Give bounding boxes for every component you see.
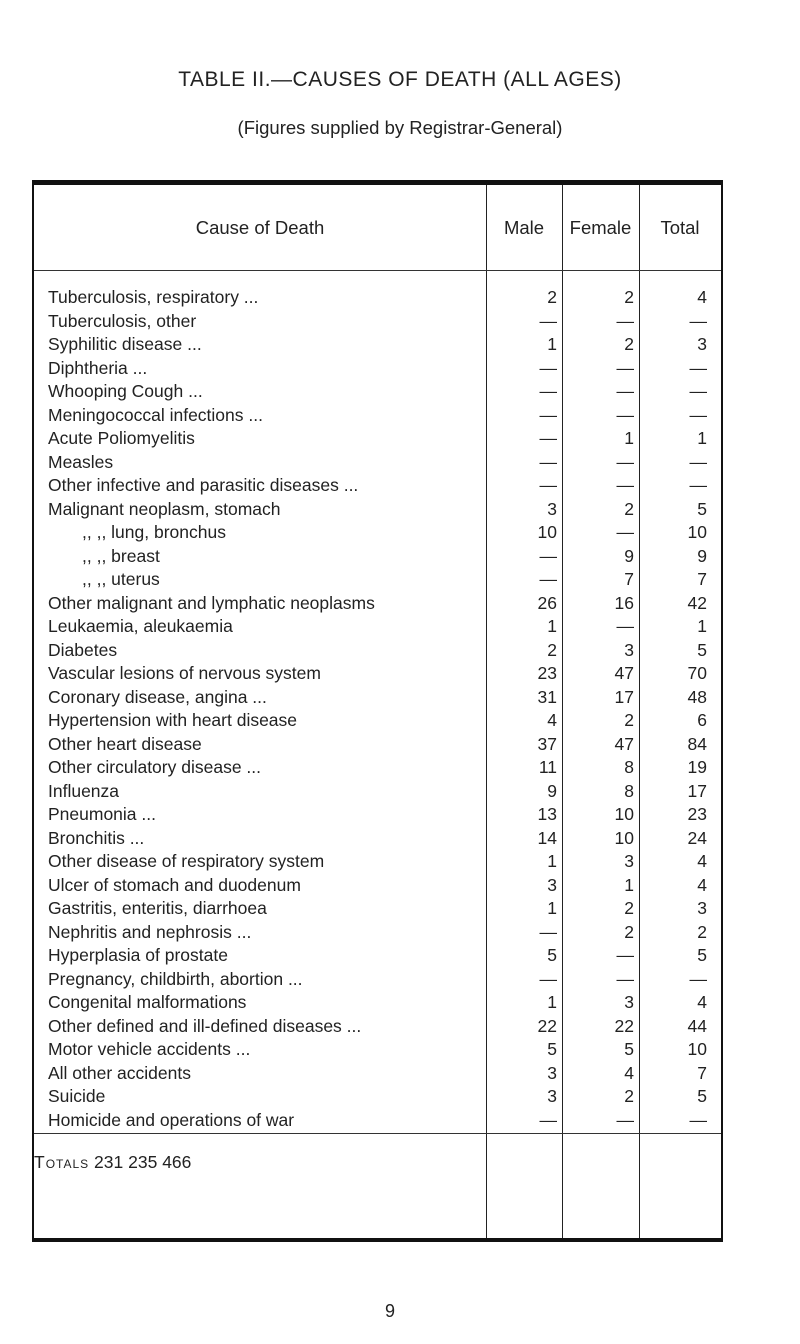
female-cell: 3 (624, 992, 634, 1012)
male-cell: 1 (547, 616, 557, 636)
male-cell: 10 (537, 522, 557, 542)
table-row (34, 450, 721, 475)
header-male: Male (503, 216, 545, 238)
total-cell: 3 (697, 334, 707, 354)
table-row (34, 896, 721, 921)
male-cell: 11 (538, 757, 557, 777)
table-row (34, 755, 721, 780)
female-cell: 10 (614, 827, 634, 848)
total-cell: 44 (687, 1015, 707, 1036)
total-cell: 5 (697, 498, 707, 519)
total-cell: 48 (687, 686, 707, 707)
female-cell: 47 (614, 663, 634, 683)
cause-cell: Ulcer of stomach and duodenum (48, 874, 301, 895)
total-cell: — (689, 310, 707, 331)
cause-cell: Tuberculosis, respiratory ... (48, 287, 259, 307)
total-cell: — (689, 475, 707, 495)
male-cell: 37 (537, 733, 557, 754)
female-cell: 2 (624, 1086, 634, 1106)
table-row (34, 802, 721, 827)
table-row (34, 426, 721, 451)
male-cell: — (539, 545, 557, 566)
table-subtitle: (Figures supplied by Registrar-General) (237, 117, 563, 138)
female-cell: — (616, 381, 634, 401)
cause-cell: Other disease of respiratory system (48, 851, 325, 871)
female-cell: — (616, 357, 634, 378)
total-cell: 5 (697, 945, 707, 965)
header-total: Total (660, 216, 700, 238)
total-cell: — (689, 357, 707, 378)
male-cell: 5 (547, 945, 557, 965)
female-cell: 1 (624, 874, 634, 895)
table-row (34, 638, 721, 663)
table-row (34, 544, 721, 569)
total-cell: 2 (697, 921, 707, 942)
table-row (34, 1014, 721, 1039)
male-cell: — (539, 475, 557, 495)
table-row (34, 403, 721, 428)
total-cell: 70 (687, 663, 707, 683)
male-cell: 31 (537, 686, 557, 707)
male-cell: 26 (537, 592, 557, 613)
cause-cell: Coronary disease, angina ... (48, 686, 267, 707)
total-cell: 5 (697, 639, 707, 660)
female-cell: — (616, 522, 634, 542)
male-cell: 3 (547, 874, 557, 895)
male-cell: 2 (547, 287, 557, 307)
cause-cell: Leukaemia, aleukaemia (48, 616, 233, 636)
female-cell: 7 (624, 569, 634, 589)
total-cell: — (689, 1109, 707, 1130)
cause-cell: Diphtheria ... (48, 357, 148, 378)
female-cell: 2 (624, 498, 634, 519)
total-cell: 7 (697, 569, 707, 589)
total-cell: 1 (697, 616, 707, 636)
male-cell: — (539, 1109, 557, 1130)
table-row (34, 849, 721, 874)
male-cell: 1 (547, 851, 557, 871)
female-cell: 2 (624, 921, 634, 942)
cause-cell: ,, ,, breast (82, 545, 160, 566)
male-cell: 1 (547, 334, 557, 354)
total-cell: 17 (687, 780, 707, 801)
female-cell: 4 (624, 1062, 634, 1083)
table-row (34, 779, 721, 804)
male-cell: 22 (537, 1015, 557, 1036)
cause-cell: Nephritis and nephrosis ... (48, 921, 252, 942)
cause-cell: Pregnancy, childbirth, abortion ... (48, 968, 303, 989)
female-cell: 2 (624, 287, 634, 307)
total-cell: — (689, 404, 707, 425)
table-row (34, 1061, 721, 1086)
cause-cell: Congenital malformations (48, 992, 247, 1012)
cause-cell: Diabetes (48, 639, 118, 660)
total-cell: 24 (687, 827, 707, 848)
female-cell: 47 (614, 733, 634, 754)
table-row (34, 990, 721, 1015)
male-cell: — (539, 921, 557, 942)
male-cell: 2 (547, 639, 557, 660)
header-female: Female (569, 216, 632, 238)
male-cell: 9 (547, 780, 557, 801)
cause-cell: Other defined and ill-defined diseases ... (48, 1015, 362, 1036)
cause-cell: Whooping Cough ... (48, 381, 203, 401)
cause-cell: Gastritis, enteritis, diarrhoea (48, 898, 267, 918)
male-cell: — (539, 968, 557, 989)
table-row (34, 1084, 721, 1109)
table-row (34, 567, 721, 592)
table-row (34, 873, 721, 898)
causes-of-death-table (32, 180, 723, 1242)
total-cell: 84 (687, 733, 707, 754)
male-cell: 1 (547, 898, 557, 918)
cause-cell: Influenza (48, 780, 120, 801)
table-row (34, 285, 721, 310)
table-row (34, 685, 721, 710)
female-cell: — (616, 475, 634, 495)
cause-cell: ,, ,, uterus (82, 569, 160, 589)
total-cell: 1 (697, 428, 707, 448)
cause-cell: Hypertension with heart disease (48, 710, 298, 730)
total-cell: 4 (697, 287, 707, 307)
male-cell: 23 (537, 663, 557, 683)
female-cell: 2 (624, 710, 634, 730)
cause-cell: ,, ,, lung, bronchus (82, 522, 226, 542)
table-row (34, 967, 721, 992)
male-cell: 3 (547, 1086, 557, 1106)
total-cell: 7 (697, 1062, 707, 1083)
cause-cell: Homicide and operations of war (48, 1109, 295, 1130)
cause-cell: Acute Poliomyelitis (48, 428, 195, 448)
table-row (34, 826, 721, 851)
cause-cell: Suicide (48, 1086, 106, 1106)
cause-cell: Measles (48, 451, 114, 472)
table-title: TABLE II.—CAUSES OF DEATH (ALL AGES) (178, 68, 622, 91)
total-cell: 4 (697, 874, 707, 895)
totals-female: 235 (128, 1152, 158, 1172)
cause-cell: Tuberculosis, other (48, 310, 197, 331)
female-cell: 5 (624, 1039, 634, 1059)
cause-cell: All other accidents (48, 1062, 191, 1083)
female-cell: — (616, 404, 634, 425)
table-row (34, 520, 721, 545)
total-cell: — (689, 968, 707, 989)
female-cell: 3 (624, 639, 634, 660)
male-cell: 1 (547, 992, 557, 1012)
totals-total: 466 (162, 1152, 192, 1172)
female-cell: 1 (624, 428, 634, 448)
total-cell: 4 (697, 992, 707, 1012)
male-cell: 4 (547, 710, 557, 730)
female-cell: 10 (614, 804, 634, 824)
table-row (34, 614, 721, 639)
female-cell: 16 (614, 592, 634, 613)
male-cell: 13 (537, 804, 557, 824)
table-row (34, 732, 721, 757)
totals-row (34, 1150, 721, 1175)
cause-cell: Other infective and parasitic diseases ... (48, 475, 359, 495)
table-row (34, 309, 721, 334)
cause-cell: Malignant neoplasm, stomach (48, 498, 281, 519)
cause-cell: Meningococcal infections ... (48, 404, 263, 425)
table-row (34, 332, 721, 357)
cause-cell: Syphilitic disease ... (48, 334, 202, 354)
male-cell: 14 (537, 827, 557, 848)
table-row (34, 591, 721, 616)
table-row (34, 473, 721, 498)
cause-cell: Bronchitis ... (48, 827, 145, 848)
female-cell: 9 (624, 545, 634, 566)
page-number: 9 (384, 1301, 395, 1321)
male-cell: — (539, 381, 557, 401)
table-row (34, 356, 721, 381)
total-cell: — (689, 451, 707, 472)
total-cell: 4 (697, 851, 707, 871)
female-cell: 8 (624, 780, 634, 801)
total-cell: 9 (697, 545, 707, 566)
table-row (34, 708, 721, 733)
cause-cell: Other malignant and lymphatic neoplasms (48, 592, 375, 613)
male-cell: — (539, 404, 557, 425)
female-cell: — (616, 945, 634, 965)
cause-cell: Pneumonia ... (48, 804, 156, 824)
female-cell: — (616, 451, 634, 472)
female-cell: — (616, 968, 634, 989)
total-cell: 42 (687, 592, 707, 613)
totals-label: Totals (34, 1152, 90, 1172)
totals-rule (34, 1133, 721, 1134)
table-row (34, 497, 721, 522)
table-row (34, 379, 721, 404)
table-row (34, 920, 721, 945)
totals-male: 231 (94, 1152, 124, 1172)
cause-cell: Motor vehicle accidents ... (48, 1039, 251, 1059)
female-cell: — (616, 310, 634, 331)
cause-cell: Hyperplasia of prostate (48, 945, 228, 965)
header-rule (34, 270, 721, 271)
total-cell: 23 (687, 804, 707, 824)
total-cell: 10 (687, 522, 707, 542)
cause-cell: Other heart disease (48, 733, 202, 754)
female-cell: — (616, 616, 634, 636)
female-cell: 2 (624, 898, 634, 918)
total-cell: 5 (697, 1086, 707, 1106)
header-cause: Cause of Death (195, 216, 325, 238)
male-cell: 3 (547, 498, 557, 519)
total-cell: 6 (697, 710, 707, 730)
total-cell: 3 (697, 898, 707, 918)
male-cell: 5 (547, 1039, 557, 1059)
table-row (34, 943, 721, 968)
female-cell: 22 (614, 1015, 634, 1036)
female-cell: 8 (624, 757, 634, 777)
table-row (34, 1037, 721, 1062)
total-cell: — (689, 381, 707, 401)
total-cell: 10 (687, 1039, 707, 1059)
male-cell: — (539, 451, 557, 472)
table-row (34, 661, 721, 686)
female-cell: 2 (624, 334, 634, 354)
total-cell: 19 (687, 757, 707, 777)
cause-cell: Other circulatory disease ... (48, 757, 261, 777)
female-cell: 17 (614, 686, 634, 707)
male-cell: — (539, 357, 557, 378)
male-cell: — (539, 310, 557, 331)
male-cell: — (539, 569, 557, 589)
table-row (34, 1108, 721, 1133)
male-cell: 3 (547, 1062, 557, 1083)
female-cell: 3 (624, 851, 634, 871)
male-cell: — (539, 428, 557, 448)
female-cell: — (616, 1109, 634, 1130)
cause-cell: Vascular lesions of nervous system (48, 663, 321, 683)
